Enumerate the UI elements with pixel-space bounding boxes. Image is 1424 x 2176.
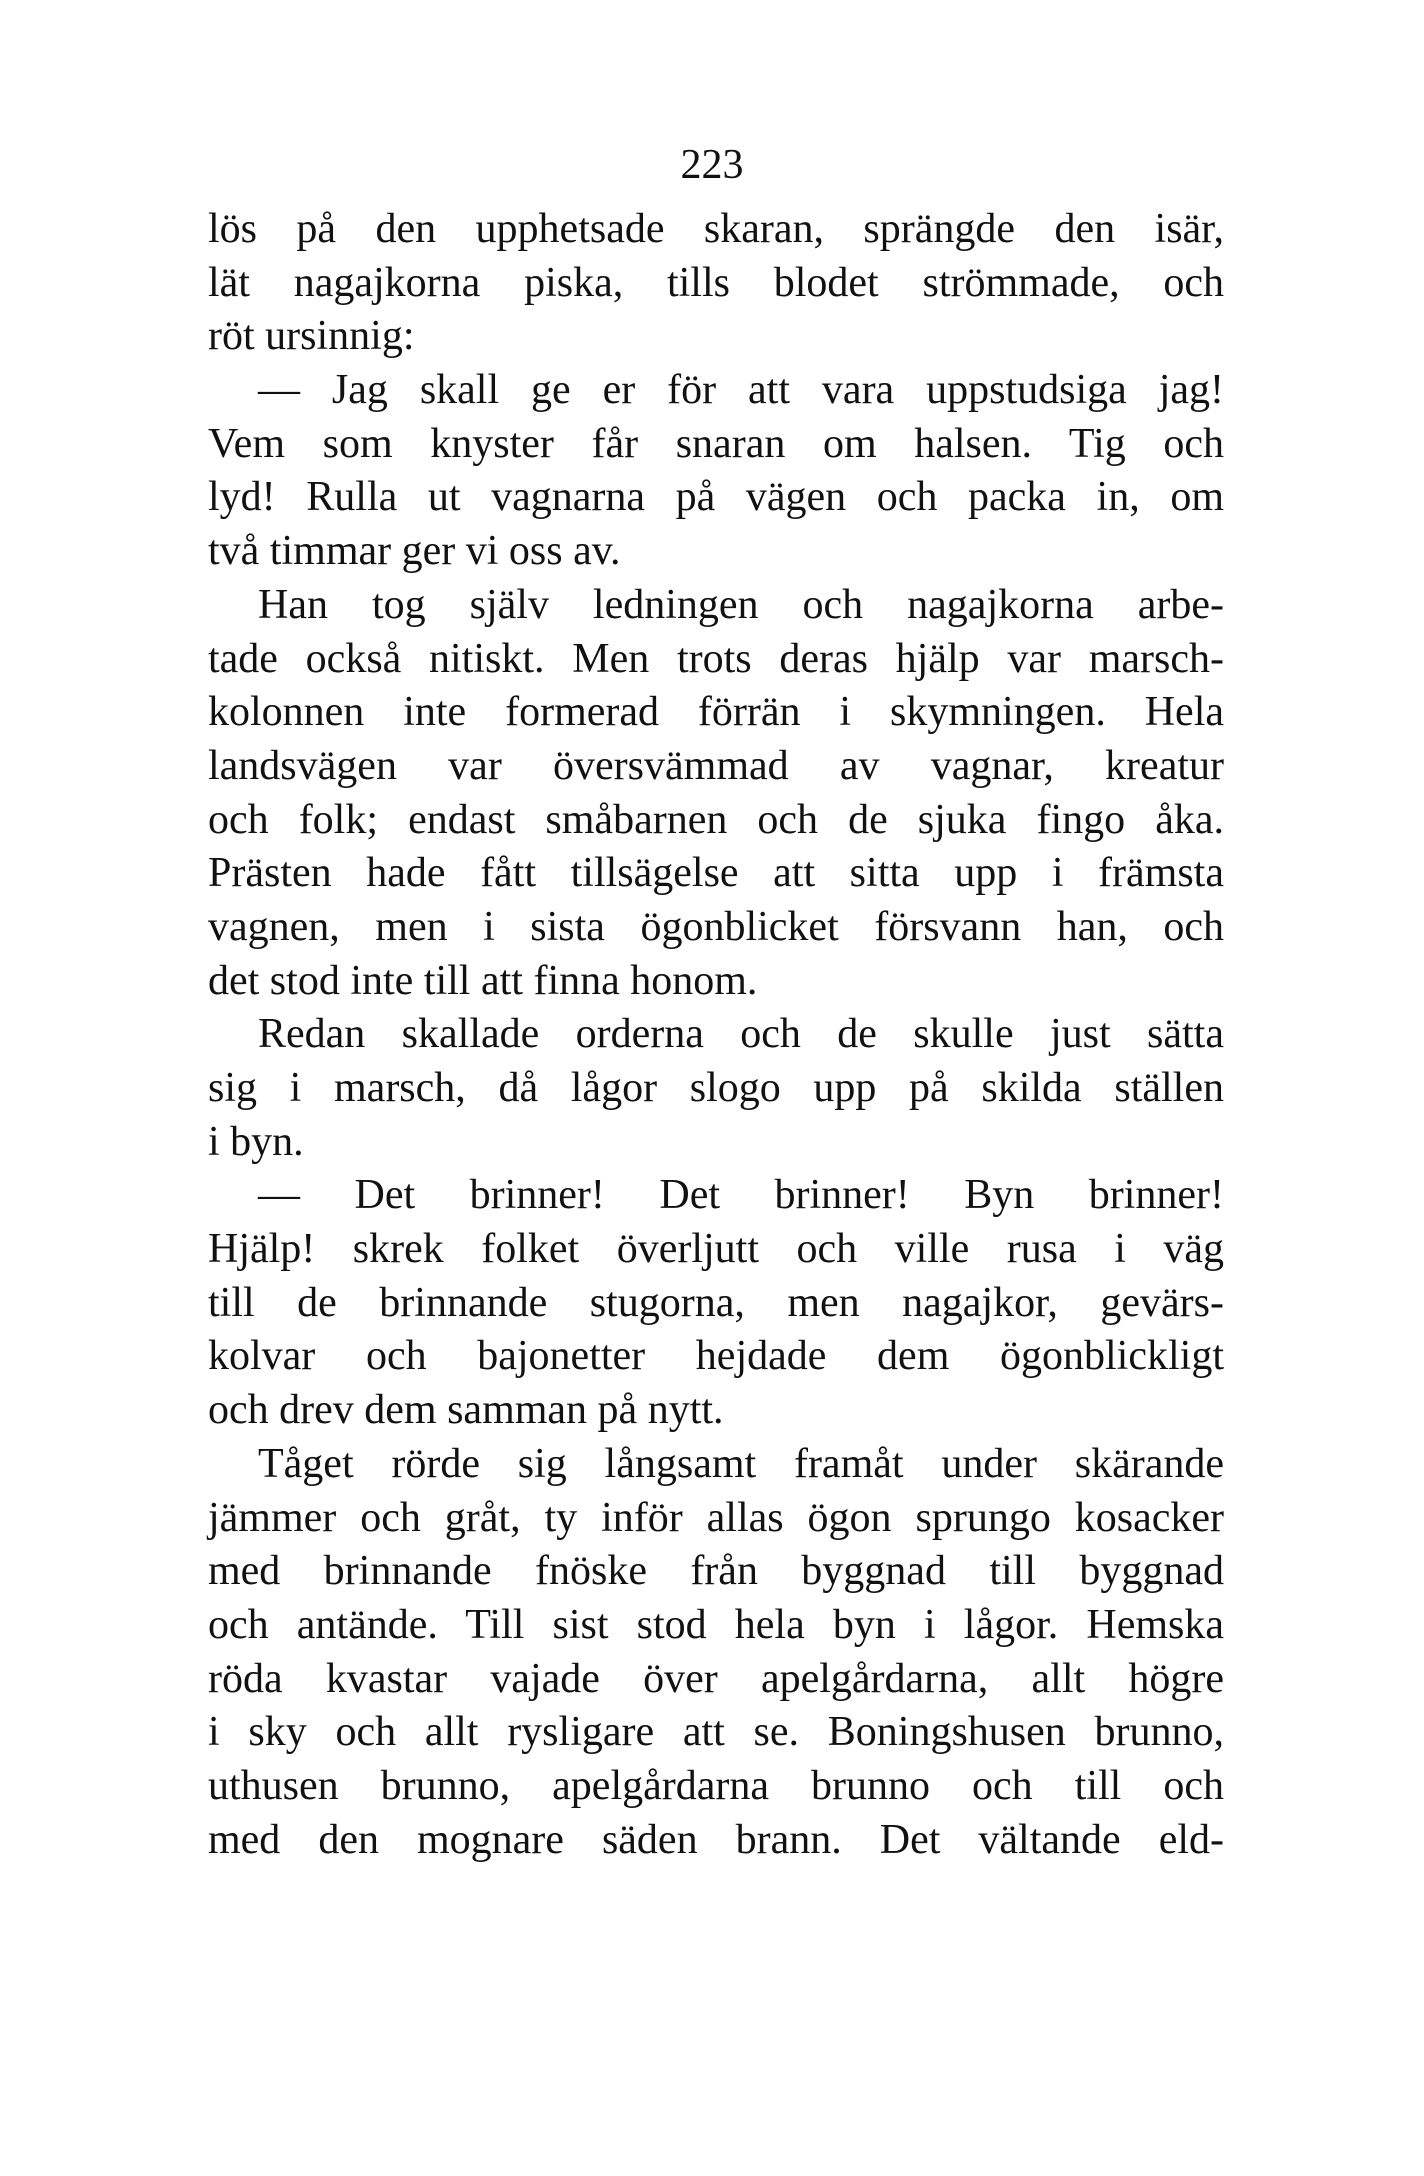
text-line: Han tog själv ledningen och nagajkorna arbe-	[258, 581, 1224, 628]
text-line: tade också nitiskt. Men trots deras hjälp var marsch-	[208, 635, 1224, 682]
text-line: Vem som knyster får snaran om halsen. Tig och	[208, 420, 1224, 467]
text-line: landsvägen var översvämmad av vagnar, kreatur	[208, 742, 1224, 789]
body-text	[208, 203, 1224, 1867]
text-line: och drev dem samman på nytt.	[208, 1387, 724, 1434]
text-line: kolvar och bajonetter hejdade dem ögonblickligt	[208, 1333, 1224, 1380]
text-line: röt ursinnig:	[208, 313, 415, 360]
text-line: vagnen, men i sista ögonblicket försvann han, och	[208, 903, 1224, 950]
text-line: Prästen hade fått tillsägelse att sitta upp i främsta	[208, 850, 1224, 897]
text-line: med brinnande fnöske från byggnad till byggnad	[208, 1548, 1224, 1595]
text-line: i byn.	[208, 1118, 304, 1165]
text-line: jämmer och gråt, ty inför allas ögon sprungo kosacker	[208, 1494, 1224, 1541]
text-line: lyd! Rulla ut vagnarna på vägen och packa in, om	[208, 474, 1224, 521]
text-line: och folk; endast småbarnen och de sjuka fingo åka.	[208, 796, 1224, 843]
text-line: det stod inte till att finna honom.	[208, 957, 758, 1004]
text-line: — Jag skall ge er för att vara uppstudsiga jag!	[258, 367, 1224, 414]
text-line: lät nagajkorna piska, tills blodet strömmade, och	[208, 259, 1224, 306]
text-line: kolonnen inte formerad förrän i skymningen. Hela	[208, 689, 1224, 736]
text-line: Redan skallade orderna och de skulle just sätta	[258, 1011, 1224, 1058]
text-line: uthusen brunno, apelgårdarna brunno och till och	[208, 1762, 1224, 1809]
text-line: till de brinnande stugorna, men nagajkor, gevärs-	[208, 1279, 1224, 1326]
text-line: Hjälp! skrek folket överljutt och ville rusa i väg	[208, 1226, 1224, 1273]
text-line: sig i marsch, då lågor slogo upp på skilda ställen	[208, 1065, 1224, 1111]
text-line: — Det brinner! Det brinner! Byn brinner!	[258, 1172, 1224, 1219]
text-line: i sky och allt rysligare att se. Boningshusen brunno,	[208, 1709, 1224, 1756]
text-line: röda kvastar vajade över apelgårdarna, allt högre	[208, 1655, 1224, 1702]
text-line: lös på den upphetsade skaran, sprängde den isär,	[208, 206, 1224, 252]
page-number: 223	[680, 142, 744, 188]
text-line: två timmar ger vi oss av.	[208, 528, 621, 575]
text-line: Tåget rörde sig långsamt framåt under skärande	[258, 1440, 1224, 1487]
text-line: med den mognare säden brann. Det vältande eld-	[208, 1816, 1224, 1863]
text-line: och antände. Till sist stod hela byn i lågor. Hemska	[208, 1601, 1224, 1648]
